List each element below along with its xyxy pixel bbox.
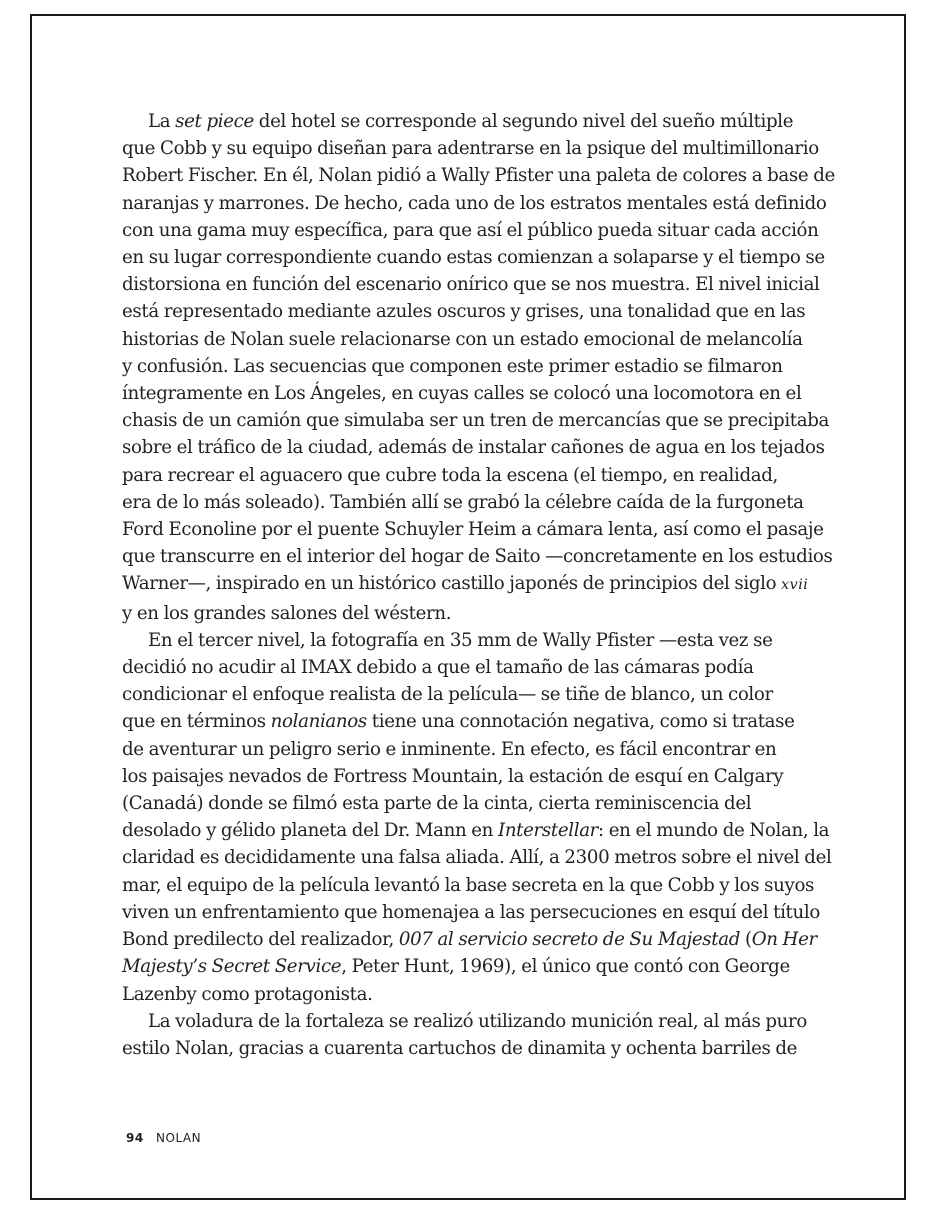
text-segment: (	[740, 929, 752, 951]
text-segment: naranjas y marrones. De hecho, cada uno de los estratos mentales está definido	[122, 192, 827, 214]
text-segment: La	[148, 111, 176, 132]
text-segment: Lazenby como protagonista.	[122, 983, 373, 1005]
text-line	[122, 271, 820, 298]
text-segment: que en términos	[122, 711, 271, 733]
text-line	[122, 926, 817, 953]
text-line	[122, 190, 827, 217]
text-line	[122, 981, 812, 1008]
text-line	[122, 817, 830, 844]
text-line	[122, 899, 820, 926]
text-segment: historias de Nolan suele relacionarse con un estado emocional de melancolía	[122, 328, 803, 350]
text-segment: y en los grandes salones del wéstern.	[122, 602, 452, 624]
page-number: 94	[126, 1131, 144, 1145]
italic-text: set piece	[175, 111, 254, 132]
italic-text: On Her	[751, 929, 817, 951]
text-line	[122, 654, 812, 681]
text-line	[122, 763, 812, 790]
text-segment: claridad es decididamente una falsa aliada. Allí, a 2300 metros sobre el nivel del	[122, 847, 832, 869]
text-line	[122, 380, 812, 407]
text-segment: : en el mundo de Nolan, la	[598, 820, 830, 842]
text-segment: condicionar el enfoque realista de la película— se tiñe de blanco, un color	[122, 684, 773, 706]
text-segment: Ford Econoline por el puente Schuyler Heim a cámara lenta, así como el pasaje	[122, 519, 824, 541]
text-segment: Warner—, inspirado en un histórico castillo japonés de principios del siglo	[122, 573, 782, 595]
text-line	[122, 844, 832, 871]
text-line	[122, 1035, 812, 1062]
paragraph	[122, 627, 832, 1008]
text-segment: en su lugar correspondiente cuando estas comienzan a solaparse y el tiempo se	[122, 247, 825, 269]
text-line	[122, 353, 812, 380]
text-segment: En el tercer nivel, la fotografía en 35 mm de Wally Pfister —esta vez se	[148, 629, 773, 651]
text-line	[122, 298, 812, 325]
text-segment: sobre el tráfico de la ciudad, además de instalar cañones de agua en los tejados	[122, 437, 825, 459]
italic-text: 007 al servicio secreto de Su Majestad	[398, 929, 741, 951]
text-line	[122, 326, 812, 353]
text-segment: desolado y gélido planeta del Dr. Mann en	[122, 820, 498, 842]
text-line	[122, 162, 835, 189]
text-line	[122, 244, 825, 271]
italic-text: xvii	[781, 577, 809, 594]
text-segment: viven un enfrentamiento que homenajea a las persecuciones en esquí del título	[122, 901, 820, 923]
text-segment: íntegramente en Los Ángeles, en cuyas calles se colocó una locomotora en el	[122, 383, 802, 405]
italic-text: Interstellar	[497, 820, 599, 842]
text-segment: que transcurre en el interior del hogar de Saito —concretamente en los estudios	[122, 546, 833, 568]
text-line	[122, 790, 812, 817]
text-segment: está representado mediante azules oscuros y grises, una tonalidad que en las	[122, 301, 806, 323]
text-line	[122, 681, 812, 708]
text-segment: distorsiona en función del escenario onírico que se nos muestra. El nivel inicial	[122, 274, 820, 296]
text-segment: para recrear el aguacero que cubre toda la escena (el tiempo, en realidad,	[122, 464, 778, 486]
text-line	[122, 600, 812, 627]
text-line	[122, 407, 830, 434]
text-segment: tiene una connotación negativa, como si tratase	[366, 711, 795, 733]
text-line	[122, 135, 819, 162]
text-segment: La voladura de la fortaleza se realizó utilizando munición real, al más puro	[148, 1010, 807, 1032]
paragraph	[122, 108, 835, 627]
text-segment: del hotel se corresponde al segundo nivel del sueño múltiple	[253, 111, 794, 132]
text-segment: decidió no acudir al IMAX debido a que el tamaño de las cámaras podía	[122, 657, 754, 679]
page-footer	[126, 1131, 201, 1145]
text-segment: estilo Nolan, gracias a cuarenta cartuchos de dinamita y ochenta barriles de	[122, 1037, 798, 1059]
text-line	[122, 953, 812, 980]
text-segment: , Peter Hunt, 1969), el único que contó con George	[341, 956, 790, 978]
text-line	[122, 570, 812, 599]
text-segment: mar, el equipo de la película levantó la base secreta en la que Cobb y los suyos	[122, 874, 815, 896]
text-line	[122, 543, 833, 570]
text-line	[122, 708, 812, 735]
italic-text: nolanianos	[270, 711, 367, 733]
text-line	[122, 516, 824, 543]
text-line	[122, 736, 812, 763]
text-line	[122, 489, 812, 516]
text-segment: y confusión. Las secuencias que componen este primer estadio se filmaron	[122, 355, 783, 377]
paragraph	[122, 1008, 812, 1062]
text-line	[122, 1008, 812, 1035]
text-segment: Bond predilecto del realizador,	[122, 929, 399, 951]
text-line	[122, 217, 819, 244]
text-line	[122, 434, 825, 461]
text-segment: con una gama muy específica, para que así el público pueda situar cada acción	[122, 219, 819, 241]
text-segment: de aventurar un peligro serio e inminente. En efecto, es fácil encontrar en	[122, 738, 777, 760]
text-line	[122, 627, 812, 654]
body-text	[122, 108, 835, 1062]
italic-text: Majesty’s Secret Service	[122, 956, 342, 978]
text-segment: (Canadá) donde se filmó esta parte de la cinta, cierta reminiscencia del	[122, 793, 752, 815]
text-segment: Robert Fischer. En él, Nolan pidió a Wally Pfister una paleta de colores a base de	[122, 165, 835, 187]
text-line	[122, 462, 812, 489]
text-segment: chasis de un camión que simulaba ser un tren de mercancías que se precipitaba	[122, 410, 830, 432]
text-segment: era de lo más soleado). También allí se grabó la célebre caída de la furgoneta	[122, 491, 804, 513]
running-title: NOLAN	[156, 1131, 202, 1145]
text-line	[122, 108, 812, 135]
text-segment: los paisajes nevados de Fortress Mountain, la estación de esquí en Calgary	[122, 765, 784, 787]
text-line	[122, 872, 815, 899]
text-segment: que Cobb y su equipo diseñan para adentrarse en la psique del multimillonario	[122, 138, 819, 160]
